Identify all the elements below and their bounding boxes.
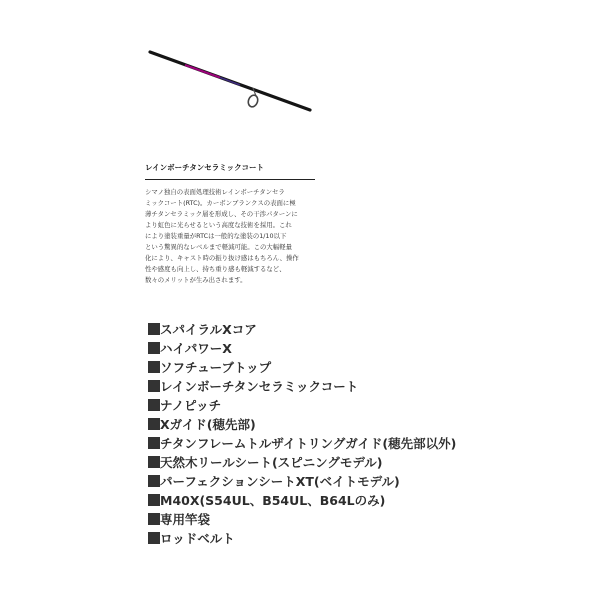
square-bullet-icon: [148, 513, 160, 525]
rainbow-coating: [185, 65, 220, 78]
spec-label: ソフチューブトップ: [160, 360, 272, 375]
spec-item: [148, 434, 456, 453]
spec-label: ハイパワーX: [160, 341, 232, 356]
body-line: シマノ独自の表面処理技術レインボーチタンセラ: [145, 188, 285, 196]
spec-item: [148, 529, 456, 548]
square-bullet-icon: [148, 399, 160, 411]
body-line: という驚異的なレベルまで軽減可能。この大幅軽量: [145, 243, 292, 251]
rod-guide-ring: [247, 94, 260, 108]
body-line: 性や感度も向上し、持ち重り感も軽減するなど、: [145, 265, 286, 273]
square-bullet-icon: [148, 475, 160, 487]
spec-item: [148, 453, 456, 472]
square-bullet-icon: [148, 380, 160, 392]
square-bullet-icon: [148, 323, 160, 335]
body-line: 薄チタンセラミック層を形成し、その干渉パターンに: [145, 210, 298, 218]
spec-label: パーフェクションシートXT(ベイトモデル): [160, 474, 400, 489]
divider: [145, 179, 315, 180]
body-line: ミックコート(RTC)。カーボンブランクスの表面に極: [145, 199, 296, 207]
body-line: 化により、キャスト時の振り抜け感はもちろん、操作: [145, 254, 299, 262]
spec-item: [148, 472, 456, 491]
spec-label: 天然木リールシート(スピニングモデル): [160, 455, 383, 470]
spec-label: M40X(S54UL、B54UL、B64Lのみ): [160, 493, 386, 508]
square-bullet-icon: [148, 456, 160, 468]
spec-item: [148, 396, 456, 415]
spec-list: [148, 320, 456, 548]
square-bullet-icon: [148, 361, 160, 373]
rainbow-coating-blue: [220, 78, 240, 86]
square-bullet-icon: [148, 342, 160, 354]
square-bullet-icon: [148, 532, 160, 544]
spec-label: ロッドベルト: [160, 531, 235, 546]
body-line: 数々のメリットが生み出されます。: [145, 276, 247, 284]
spec-label: ナノピッチ: [160, 398, 222, 413]
rod-illustration: [140, 40, 320, 130]
body-line: より虹色に光らせるという高度な技術を採用。これ: [145, 221, 292, 229]
spec-label: 専用竿袋: [160, 512, 211, 527]
spec-item: [148, 358, 456, 377]
spec-item: [148, 339, 456, 358]
spec-label: スパイラルXコア: [160, 322, 257, 337]
spec-label: レインボーチタンセラミックコート: [160, 379, 359, 394]
feature-description: [145, 162, 320, 286]
spec-item: [148, 491, 456, 510]
square-bullet-icon: [148, 437, 160, 449]
spec-label: チタンフレームトルザイトリングガイド(穂先部以外): [160, 436, 457, 451]
spec-item: [148, 415, 456, 434]
spec-item: [148, 510, 456, 529]
feature-body: [145, 187, 317, 286]
feature-title: レインボーチタンセラミックコート: [145, 163, 264, 172]
spec-item: [148, 320, 456, 339]
square-bullet-icon: [148, 494, 160, 506]
square-bullet-icon: [148, 418, 160, 430]
spec-item: [148, 377, 456, 396]
body-line: により塗装重量がRTCは一般的な塗装の1/10以下: [145, 232, 287, 240]
spec-label: Xガイド(穂先部): [160, 417, 256, 432]
